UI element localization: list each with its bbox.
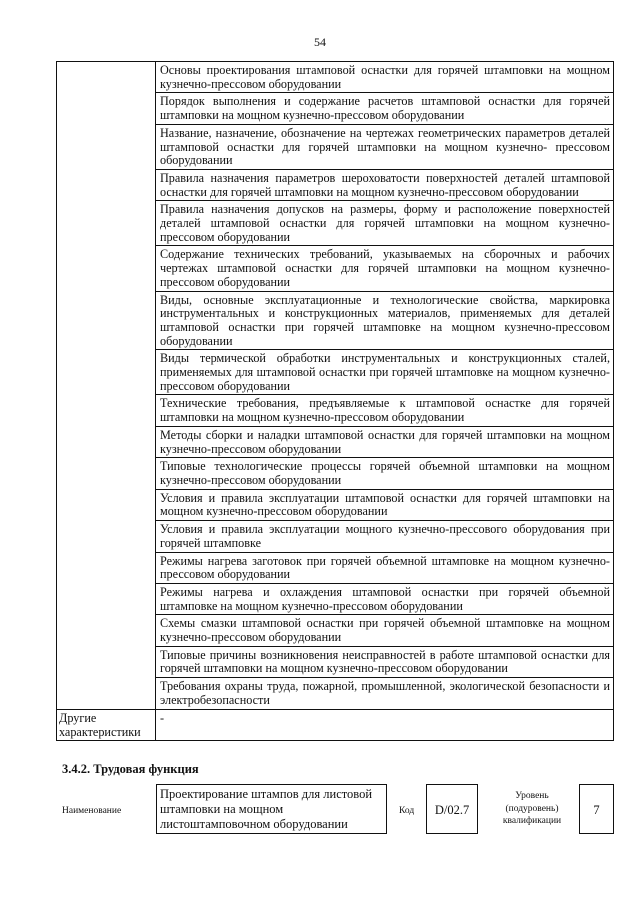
knowledge-item-line: при горячей штамповке <box>160 522 611 550</box>
knowledge-item-line: прессовом оборудовании <box>160 139 611 168</box>
knowledge-item <box>156 124 614 169</box>
knowledge-item-line: прессовом оборудовании <box>160 229 291 244</box>
knowledge-item-line: инструментальных и конструкционных материалов, применяемых для деталей <box>160 306 610 321</box>
knowledge-item-line: Правила назначения параметров шероховатости поверхностей деталей <box>160 170 545 185</box>
kvalifikatsii: квалификации <box>502 816 562 826</box>
name-label: Наименование <box>62 806 122 816</box>
knowledge-item <box>156 615 614 646</box>
knowledge-item-line: оборудовании <box>160 333 233 348</box>
required-knowledge-label-cell <box>57 62 156 710</box>
knowledge-item-line: Правила назначения допусков на размеры, форму и расположение поверхностей <box>160 202 610 217</box>
knowledge-item <box>156 395 614 426</box>
knowledge-item-line: Условия и правила эксплуатации штамповой оснастки для горячей штамповки <box>160 490 593 505</box>
function-code: D/02.7 <box>426 784 478 834</box>
knowledge-item-line: кузнечно-прессовом оборудовании <box>160 553 610 582</box>
other-characteristics-value: - <box>156 709 614 740</box>
knowledge-item-line: Виды термической обработки инструментальных и конструкционных сталей, <box>160 351 610 366</box>
knowledge-table-body <box>57 62 614 741</box>
knowledge-item-line: деталей штамповой оснастки для горячей штамповки на мощном кузнечно- <box>160 125 611 154</box>
qualification-level-label <box>494 790 570 828</box>
function-name-box <box>156 784 387 834</box>
knowledge-item-line: Типовые причины возникновения неисправностей в работе штамповой оснастки <box>160 647 588 662</box>
knowledge-item <box>156 201 614 246</box>
knowledge-item-line: штамповки на мощном кузнечно-прессовом оборудовании <box>160 410 465 425</box>
listoshtampovochnom-oborudovanii: листоштамповочном оборудовании <box>160 817 348 831</box>
knowledge-item-line: кузнечно-прессовом оборудовании <box>160 365 610 393</box>
knowledge-item-line: Типовые технологические процессы горячей объемной штамповки на мощном <box>160 459 610 474</box>
shtampovki-na-moshchnom: штамповки на мощном <box>160 802 284 816</box>
knowledge-item-line: мощном кузнечно-прессовом оборудовании <box>160 427 611 456</box>
poduroven: (подуровень) <box>505 803 559 814</box>
knowledge-item-line: Виды, основные эксплуатационные и технологические свойства, маркировка <box>160 292 610 307</box>
knowledge-item-line: прессовом оборудовании <box>160 274 291 289</box>
knowledge-item <box>156 552 614 583</box>
knowledge-item-line: для горячей штамповки на мощном кузнечно-прессовом оборудовании <box>160 647 611 676</box>
knowledge-item <box>156 678 614 709</box>
knowledge-item-line: Порядок выполнения и содержание расчетов штамповой оснастки для горячей <box>160 94 610 109</box>
knowledge-item-line: штамповки на мощном кузнечно-прессовом оборудовании <box>160 108 465 123</box>
knowledge-item <box>156 291 614 350</box>
knowledge-item-line: штамповой оснастки при горячей штамповке на мощном кузнечно-прессовом <box>160 319 610 334</box>
knowledge-item-line: Требования охраны труда, пожарной, промышленной, экологической <box>160 679 525 694</box>
knowledge-item <box>156 458 614 489</box>
other-characteristics-label-line: Другие <box>59 710 97 725</box>
knowledge-item-line: штамповке на мощном кузнечно-прессовом оборудовании <box>160 598 463 613</box>
knowledge-item <box>156 646 614 677</box>
other-characteristics-label-line: характеристики <box>59 724 141 739</box>
knowledge-item-line: мощном кузнечно-прессовом оборудовании <box>160 616 610 645</box>
other-characteristics-row <box>57 709 614 740</box>
knowledge-item-line: на мощном кузнечно-прессовом оборудовании <box>160 490 611 519</box>
knowledge-item-line: Технические требования, предъявляемые к штамповой оснастке для горячей <box>160 396 610 411</box>
knowledge-item <box>156 169 614 200</box>
knowledge-item-line: Основы проектирования штамповой оснастки для горячей штамповки на <box>160 63 561 77</box>
proektirovanie-shtampov-dlya-listovoy: Проектирование штампов для листовой <box>160 787 373 801</box>
knowledge-table <box>56 61 614 741</box>
knowledge-item-line: чертежах штамповой оснастки для горячей штамповки на мощном кузнечно- <box>160 261 610 276</box>
page-number: 54 <box>314 35 326 49</box>
other-characteristics-label <box>57 709 156 740</box>
knowledge-item <box>156 583 614 614</box>
qualification-level: 7 <box>579 784 614 834</box>
knowledge-item-line: мощном кузнечно-прессовом оборудовании <box>160 63 610 91</box>
knowledge-item-line: безопасности и электробезопасности <box>160 679 611 707</box>
knowledge-item <box>156 62 614 93</box>
knowledge-item-line: деталей штамповой оснастки для горячей штамповки на мощном кузнечно- <box>160 216 610 231</box>
code-label: Код <box>399 806 415 816</box>
knowledge-item-line: Условия и правила эксплуатации мощного кузнечно-прессового оборудования <box>160 522 585 537</box>
knowledge-item-line: кузнечно-прессовом оборудовании <box>160 472 342 487</box>
knowledge-item-line: Режимы нагрева и охлаждения штамповой оснастки при горячей объемной <box>160 584 610 599</box>
knowledge-item-line: применяемых для штамповой оснастки при горячей штамповке на мощном <box>160 365 556 380</box>
knowledge-item-line: Режимы нагрева заготовок при горячей объемной штамповке на мощном <box>160 553 555 568</box>
knowledge-item <box>156 93 614 124</box>
knowledge-item-line: Название, назначение, обозначение на чертежах геометрических параметров <box>160 125 566 140</box>
knowledge-row <box>57 62 614 93</box>
knowledge-item <box>156 489 614 520</box>
knowledge-item-line: штамповой оснастки для горячей штамповки на мощном кузнечно-прессовом <box>160 170 611 199</box>
knowledge-item <box>156 246 614 291</box>
knowledge-item <box>156 350 614 395</box>
knowledge-item <box>156 521 614 552</box>
labor-function-block <box>56 784 616 840</box>
uroven: Уровень <box>515 791 549 801</box>
knowledge-item-line: Схемы смазки штамповой оснастки при горячей объемной штамповке на <box>160 616 562 631</box>
knowledge-item-line: Содержание технических требований, указываемых на сборочных и рабочих <box>160 247 610 262</box>
section-heading: 3.4.2. Трудовая функция <box>62 762 199 776</box>
knowledge-item <box>156 426 614 457</box>
knowledge-item-line: оборудовании <box>506 184 579 199</box>
knowledge-item-line: Методы сборки и наладки штамповой оснастки для горячей штамповки на <box>160 427 563 442</box>
